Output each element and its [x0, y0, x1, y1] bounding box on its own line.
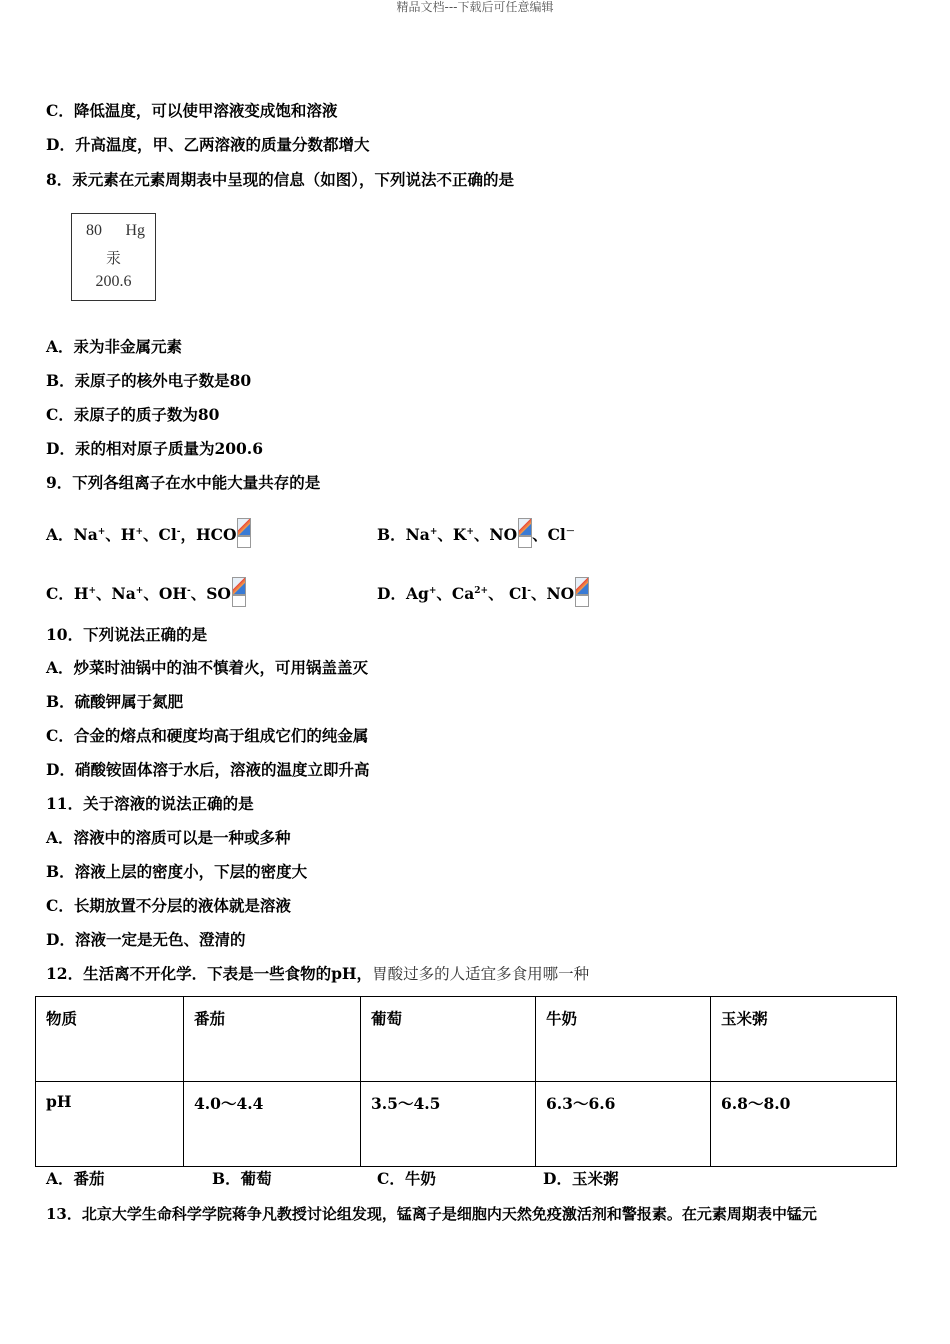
q10-option-c: C．合金的熔点和硬度均高于组成它们的纯金属	[46, 726, 369, 745]
q10-option-b: B．硫酸钾属于氮肥	[46, 692, 184, 711]
question-8: 8．汞元素在元素周期表中呈现的信息（如图），下列说法不正确的是	[46, 170, 515, 189]
option-label: C．	[46, 584, 74, 603]
question-9: 9．下列各组离子在水中能大量共存的是	[46, 473, 321, 492]
q11-option-a: A．溶液中的溶质可以是一种或多种	[46, 828, 291, 847]
element-card-mercury	[71, 213, 156, 301]
atomic-number: 80	[86, 222, 102, 239]
question-10: 10．下列说法正确的是	[46, 625, 208, 644]
question-12	[46, 964, 589, 984]
q12-stem-normal: 胃酸过多的人适宜多食用哪一种	[372, 965, 590, 983]
question-11: 11．关于溶液的说法正确的是	[46, 794, 254, 813]
q12-option-a: A．番茄	[46, 1169, 105, 1188]
table-cell: 4.0～4.4	[184, 1082, 361, 1167]
q11-option-d: D．溶液一定是无色、澄清的	[46, 930, 246, 949]
option-label: D．	[377, 584, 406, 603]
formula-image-icon	[237, 518, 251, 548]
q8-option-c: C．汞原子的质子数为80	[46, 405, 220, 424]
formula-image-icon	[518, 518, 532, 548]
q12-stem-bold: 12．生活离不开化学．下表是一些食物的pH，	[46, 964, 373, 983]
q12-option-d: D．玉米粥	[543, 1169, 619, 1188]
q9-option-a: A．Na+、H+、Cl-，HCO	[46, 518, 251, 548]
table-cell: 6.8～8.0	[711, 1082, 897, 1167]
q8-option-d: D．汞的相对原子质量为200.6	[46, 439, 263, 458]
q11-option-b: B．溶液上层的密度小，下层的密度大	[46, 862, 308, 881]
page-header: 精品文档---下载后可任意编辑	[396, 0, 554, 14]
q9-option-b: B．Na+、K+、NO 、Cl－	[377, 518, 575, 548]
formula-image-icon	[232, 577, 246, 607]
table-row	[36, 997, 897, 1082]
table-cell: 6.3～6.6	[536, 1082, 711, 1167]
table-cell: pH	[36, 1082, 184, 1167]
table-cell: 番茄	[184, 997, 361, 1082]
q9-option-c: C．H+、Na+、OH-、SO	[46, 577, 246, 607]
q12-option-c: C．牛奶	[377, 1169, 436, 1188]
table-cell: 牛奶	[536, 997, 711, 1082]
q7-option-c: C．降低温度，可以使甲溶液变成饱和溶液	[46, 101, 338, 120]
table-cell: 3.5～4.5	[361, 1082, 536, 1167]
table-row	[36, 1082, 897, 1167]
option-label: A．	[46, 525, 74, 544]
option-label: B．	[377, 525, 406, 544]
atomic-mass: 200.6	[95, 273, 132, 290]
q9-option-d: D．Ag+、$Ca^{2+}$、 Cl-、NO	[377, 577, 589, 607]
element-symbol: Hg	[125, 222, 145, 239]
formula-image-icon	[575, 577, 589, 607]
q10-option-d: D．硝酸铵固体溶于水后，溶液的温度立即升高	[46, 760, 370, 779]
q8-option-b: B．汞原子的核外电子数是80	[46, 371, 252, 390]
table-cell: 物质	[36, 997, 184, 1082]
element-name: 汞	[105, 249, 121, 267]
table-cell: 葡萄	[361, 997, 536, 1082]
q11-option-c: C．长期放置不分层的液体就是溶液	[46, 896, 291, 915]
q10-option-a: A．炒菜时油锅中的油不慎着火，可用锅盖盖灭	[46, 658, 369, 677]
table-cell: 玉米粥	[711, 997, 897, 1082]
q12-option-b: B．葡萄	[212, 1169, 272, 1188]
question-13: 13．北京大学生命科学学院蒋争凡教授讨论组发现，锰离子是细胞内天然免疫激活剂和警报素。在元素周期表中锰元	[46, 1205, 817, 1223]
ph-table	[35, 996, 897, 1167]
q7-option-d: D．升高温度，甲、乙两溶液的质量分数都增大	[46, 135, 370, 154]
q8-option-a: A．汞为非金属元素	[46, 337, 183, 356]
